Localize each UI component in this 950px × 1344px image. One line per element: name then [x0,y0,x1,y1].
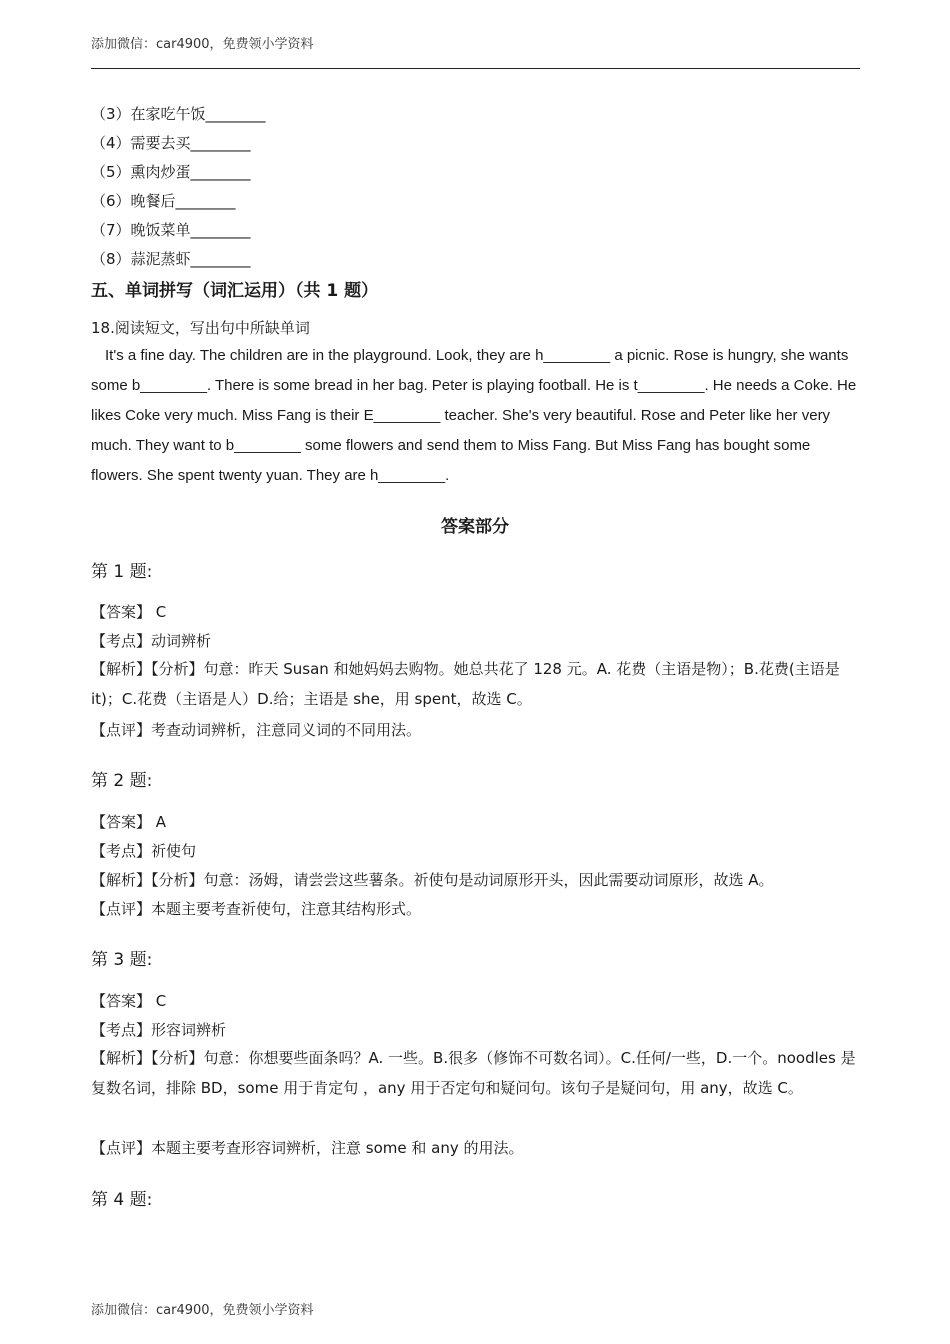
item-4: （4）需要去买________ [91,134,251,152]
q1-comment: 【点评】考查动词辨析，注意同义词的不同用法。 [91,721,422,739]
passage-text: It's a fine day. The children are in the playground. Look, they are h________ a picnic. Rose is hungry, she wants some b________. There is some bread in her bag. Peter is playing football. He is t________. He needs a Coke. He likes Coke very much. Miss Fang is their E________ teacher. She's very beautiful. Rose and Peter like her very much. They want to b________ some flowers and send them to Miss Fang. But Miss Fang has bought some flowers. She spent twenty yuan. They are h________. [91,347,857,484]
q1-analysis: 【解析】【分析】句意：昨天 Susan 和她妈妈去购物。她总共花了 128 元。A. 花费（主语是物）；B.花费(主语是 it)；C.花费（主语是人）D.给；主语是 she，用 spent，故选 C。 [91,660,840,708]
answers-title: 答案部分 [441,517,509,537]
q3-heading: 第 3 题: [91,950,153,970]
header-divider [91,68,860,69]
q3-comment: 【点评】本题主要考查形容词辨析，注意 some 和 any 的用法。 [91,1139,524,1157]
item-8: （8）蒜泥蒸虾________ [91,250,251,268]
q2-point: 【考点】祈使句 [91,842,197,860]
reading-passage [91,341,863,491]
q2-answer: 【答案】 A [91,813,167,831]
q3-point: 【考点】形容词辨析 [91,1021,227,1039]
q2-comment: 【点评】本题主要考查祈使句，注意其结构形式。 [91,900,422,918]
q1-point: 【考点】动词辨析 [91,632,212,650]
q2-analysis: 【解析】【分析】句意：汤姆，请尝尝这些薯条。祈使句是动词原形开头，因此需要动词原形，故选 A。 [91,871,774,889]
q3-analysis: 【解析】【分析】句意：你想要些面条吗？A. 一些。B.很多（修饰不可数名词）。C.任何/一些，D.一个。noodles 是复数名词，排除 BD，some 用于肯定句 ，any 用于否定句和疑问句。该句子是疑问句，用 any，故选 C。 [91,1049,856,1097]
q1-answer: 【答案】 C [91,603,167,621]
q3-answer: 【答案】 C [91,992,167,1010]
page-header: 添加微信：car4900，免费领小学资料 [91,37,314,52]
section-title: 五、单词拼写（词汇运用）（共 1 题） [91,281,379,301]
q4-heading: 第 4 题: [91,1190,153,1210]
q2-heading: 第 2 题: [91,771,153,791]
item-5: （5）熏肉炒蛋________ [91,163,251,181]
question-18-prompt: 18.阅读短文，写出句中所缺单词 [91,319,310,337]
item-6: （6）晚餐后________ [91,192,236,210]
page-footer: 添加微信：car4900，免费领小学资料 [91,1303,314,1318]
item-3: （3）在家吃午饭________ [91,105,266,123]
q1-heading: 第 1 题: [91,562,153,582]
item-7: （7）晚饭菜单________ [91,221,251,239]
